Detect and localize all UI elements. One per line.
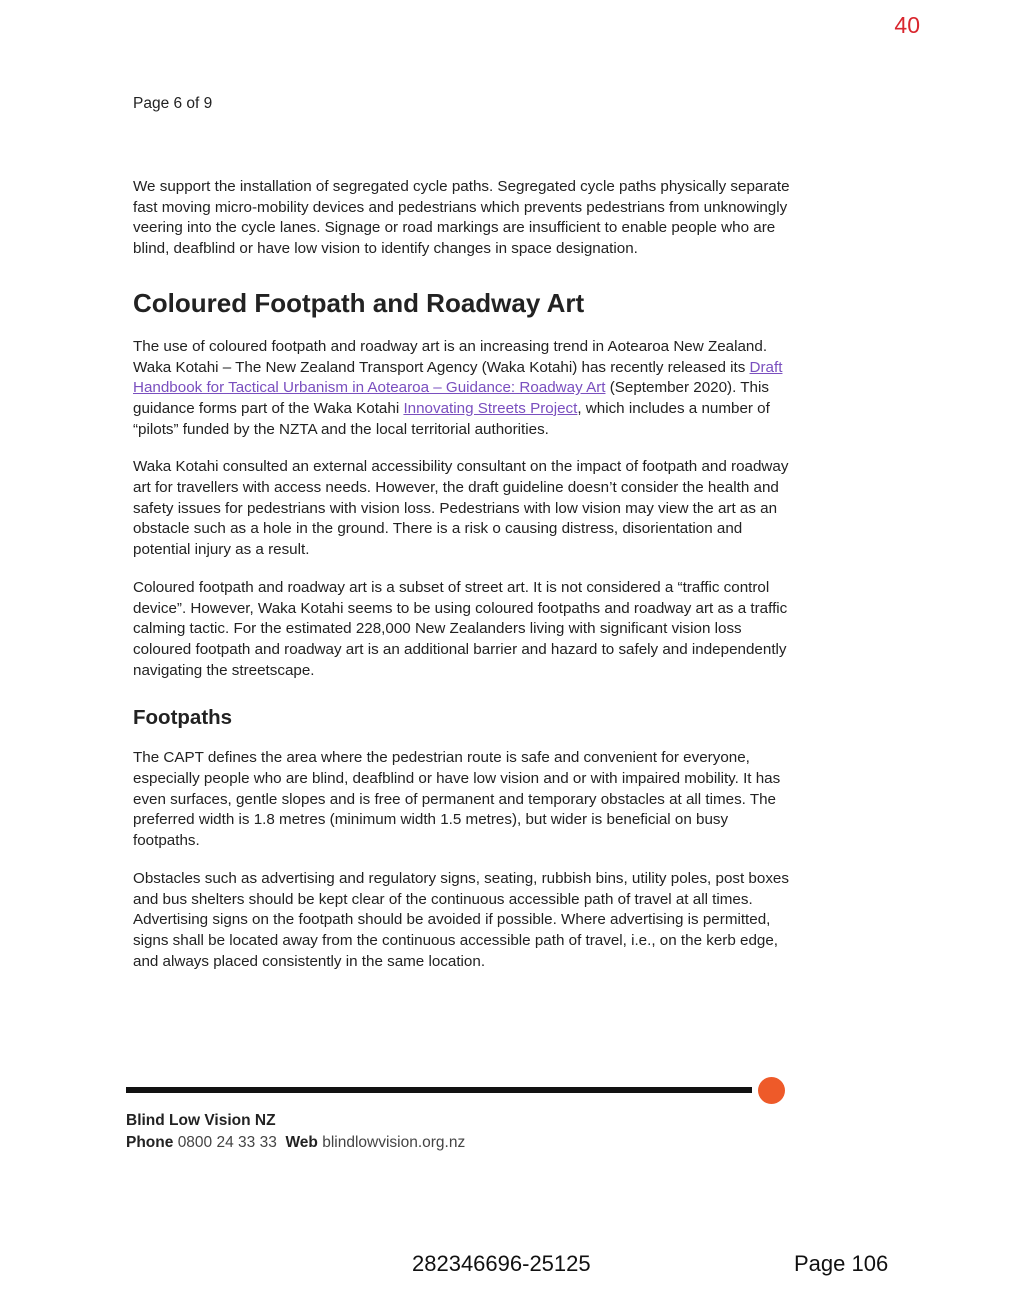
innovating-streets-link[interactable]: Innovating Streets Project bbox=[403, 399, 578, 417]
subsection-title: Footpaths bbox=[133, 706, 233, 730]
intro-paragraph: We support the installation of segregated cycle paths. Segregated cycle paths physically separate fast moving micro-mobility devices and pedestrians which prevents pedestrians from unknowingly veering into the cycle lanes. Signage or road markings are insufficient to enable people who are blind, deafblind or have low vision to identify changes in space designation. bbox=[133, 178, 790, 258]
web-label: Web bbox=[285, 1134, 318, 1151]
web-address: blindlowvision.org.nz bbox=[322, 1134, 466, 1151]
document-id: 282346696-25125 bbox=[412, 1251, 591, 1276]
street-art-paragraph: Coloured footpath and roadway art is a subset of street art. It is not considered a “traffic control device”. However, Waka Kotahi seems to be using coloured footpaths and roadway art as a traffic calming tactic. For the estimated 228,000 New Zealanders living with significant vision loss coloured footpath and roadway art is an additional barrier and hazard to safely and independently navigating the streetscape. bbox=[133, 578, 788, 679]
phone-label: Phone bbox=[126, 1134, 174, 1151]
page-number-bottom: Page 106 bbox=[794, 1251, 889, 1276]
section-title: Coloured Footpath and Roadway Art bbox=[133, 287, 585, 318]
page-of-indicator: Page 6 of 9 bbox=[133, 95, 213, 112]
paragraph-text: The use of coloured footpath and roadway art is an increasing trend in Aotearoa New Zealand. Waka Kotahi – The New Zealand Transport Agency (Waka Kotahi) has recently released its bbox=[133, 337, 768, 376]
handbook-link[interactable]: Draft Handbook for Tactical Urbanism in Aotearoa – Guidance: Roadway Art bbox=[133, 358, 783, 397]
page-corner-number: 40 bbox=[894, 12, 920, 38]
org-name: Blind Low Vision NZ bbox=[126, 1112, 276, 1129]
document-body bbox=[133, 177, 793, 989]
paragraph-text: (September 2020). This guidance forms part of the Waka Kotahi bbox=[133, 379, 769, 417]
brand-dot-icon bbox=[758, 1077, 785, 1104]
footer-divider bbox=[126, 1087, 752, 1093]
paragraph-text: , which includes a number of “pilots” funded by the NZTA and the local territorial authorities. bbox=[133, 399, 770, 438]
obstacles-paragraph: Obstacles such as advertising and regulatory signs, seating, rubbish bins, utility poles, post boxes and bus shelters should be kept clear of the continuous accessible path of travel at all times. Advertising signs on the footpath should be avoided if possible. Where advertising is permitted, signs shall be located away from the continuous accessible path of travel, i.e., on the kerb edge, and always placed consistently in the same location. bbox=[133, 869, 789, 970]
contact-line bbox=[126, 1134, 465, 1152]
consultant-paragraph: Waka Kotahi consulted an external accessibility consultant on the impact of footpath and roadway art for travellers with access needs. However, the draft guideline doesn’t consider the health and safety issues for pedestrians with vision loss. Pedestrians with low vision may view the art as an obstacle such as a hole in the ground. There is a risk o causing distress, disorientation and potential injury as a result. bbox=[133, 458, 789, 559]
roadway-art-paragraph bbox=[133, 337, 793, 441]
phone-number: 0800 24 33 33 bbox=[177, 1134, 277, 1151]
capt-paragraph: The CAPT defines the area where the pedestrian route is safe and convenient for everyone, especially people who are blind, deafblind or have low vision and or with impaired mobility. It has even surfaces, gentle slopes and is free of permanent and temporary obstacles at all times. The preferred width is 1.8 metres (minimum width 1.5 metres), but wider is beneficial on busy footpaths. bbox=[133, 749, 781, 850]
